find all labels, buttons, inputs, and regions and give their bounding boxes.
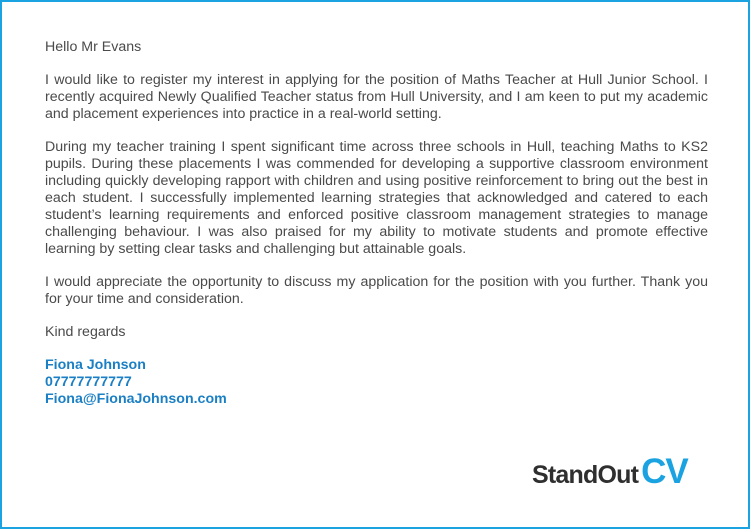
signature-phone: 07777777777 <box>45 374 132 390</box>
letter-paragraph-intro: I would like to register my interest in applying for the position of Maths Teacher at Hull Junior School. I recently acquired Newly Qualified Teacher status from Hull University, and I am keen to put my academic and placement experiences into practice in a real-world setting. <box>45 72 708 122</box>
logo-wordmark: StandOut <box>532 461 639 489</box>
letter-greeting: Hello Mr Evans <box>45 39 142 55</box>
logo-cv-mark: CV <box>641 452 688 491</box>
signature-name: Fiona Johnson <box>45 357 146 373</box>
signature-block <box>45 357 708 408</box>
letter-paragraph-experience: During my teacher training I spent significant time across three schools in Hull, teaching Maths to KS2 pupils. During these placements I was commended for developing a supportive classroom environment including quickly developing rapport with children and using positive reinforcement to bring out the best in each student. I successfully implemented learning strategies that acknowledged and catered to each student’s learning requirements and enforced positive classroom management strategies to manage challenging behaviour. I was also praised for my ability to motivate students and promote effective learning by setting clear tasks and challenging but attainable goals. <box>45 139 708 257</box>
standout-cv-logo <box>532 452 688 492</box>
cover-letter <box>45 39 708 408</box>
letter-sign-off: Kind regards <box>45 324 126 340</box>
letter-paragraph-closing: I would appreciate the opportunity to discuss my application for the position with you further. Thank you for your time and consideration. <box>45 274 708 307</box>
signature-email: Fiona@FionaJohnson.com <box>45 391 227 407</box>
